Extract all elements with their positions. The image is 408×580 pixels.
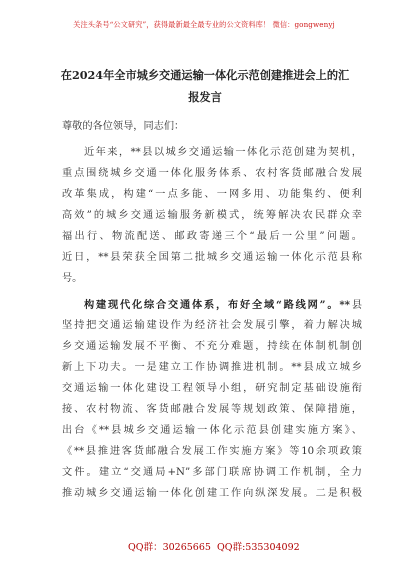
footer	[0, 539, 408, 553]
document-title-line-2: 报发言	[188, 90, 222, 104]
section-heading: 构建现代化综合交通体系，布好全域“路线网”。**	[84, 299, 350, 311]
body-line: 交通运输一体化建设工程领导小组，研究制定基础设施衔	[62, 383, 362, 394]
body-line: 新上下功夫。一是建立工作协调推进机制。**县成立城乡	[62, 362, 362, 373]
body-line: 号。	[62, 273, 83, 284]
qq-group-2[interactable]: QQ群:535304092	[217, 542, 300, 553]
section-heading-line	[84, 298, 362, 313]
body-line: 近日，**县荣获全国第二批城乡交通运输一体化示范县称	[62, 252, 362, 263]
body-line-salutation: 尊敬的各位领导，同志们：	[62, 121, 185, 132]
body-line: 坚持把交通运输建设作为经济社会发展引擎，着力解决城	[62, 320, 362, 331]
body-line: 福出行、物流配送、邮政寄递三个“最后一公里”问题。	[62, 231, 362, 242]
body-line: 接、农村物流、客货邮融合发展等规划政策、保障措施，	[62, 404, 362, 415]
body-line: 近年来，**县以城乡交通运输一体化示范创建为契机，	[84, 147, 362, 158]
top-banner: 关注头条号“公文研究”，获得最新最全最专业的公文资料库！ 微信：gongwenyj	[73, 20, 335, 29]
body-line: 出台《**县城乡交通运输一体化示范县创建实施方案》、	[62, 425, 362, 436]
body-line: 乡交通运输发展不平衡、不充分难题，持续在体制机制创	[62, 341, 362, 352]
body-line: 文件。建立“交通局+N”多部门联席协调工作机制，全力	[62, 467, 362, 478]
body-line: 重点围绕城乡交通一体化服务体系、农村客货邮融合发展	[62, 168, 362, 179]
section-heading-suffix: 县	[350, 300, 362, 311]
body-line: 《**县推进客货邮融合发展工作实施方案》等10余项政策	[62, 446, 362, 457]
document-title-line-1: 在2024年全市城乡交通运输一体化示范创建推进会上的汇	[60, 68, 350, 82]
body-line: 改革集成，构建“一点多能、一网多用、功能集约、便利	[62, 189, 362, 200]
qq-group-1[interactable]: QQ群：30265665	[128, 542, 211, 553]
body-line: 推动城乡交通运输一体化创建工作向纵深发展。二是积极	[62, 488, 362, 499]
body-line: 高效”的城乡交通运输服务新模式，统筹解决农民群众幸	[62, 210, 362, 221]
